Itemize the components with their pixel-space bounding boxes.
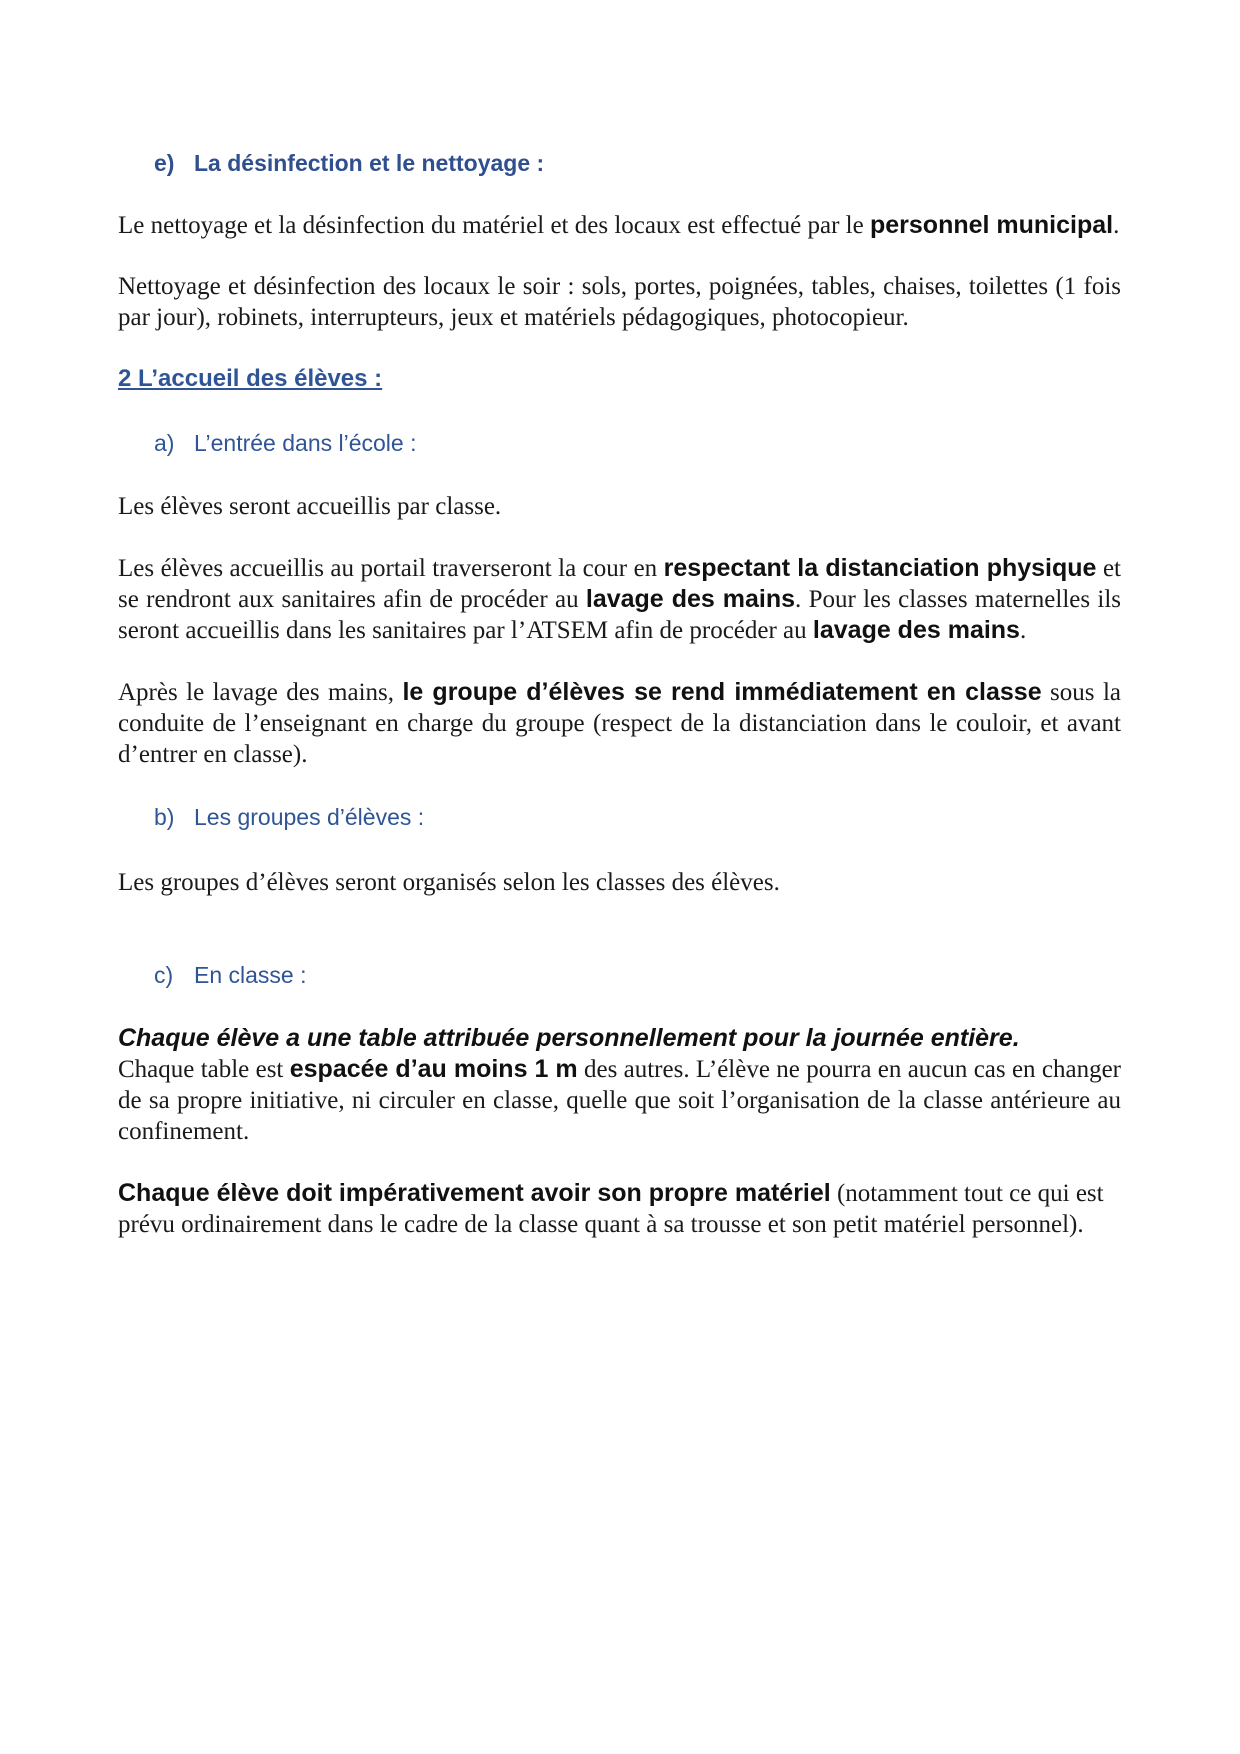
text-run: .	[1019, 617, 1027, 644]
bold-run: espacée d’au moins 1 m	[289, 1055, 578, 1083]
text-run: et se rendront aux sanitaires afin de procéder au	[118, 555, 1121, 613]
text-run: des autres. L’élève ne pourra en aucun cas en changer de sa propre initiative, ni circuler en classe, quelle que soit l’organisation de la classe antérieure au confinement.	[118, 1056, 1121, 1145]
text-run: Chaque table est	[118, 1056, 290, 1083]
bold-run: lavage des mains	[585, 585, 796, 613]
text-run: . Pour les classes maternelles ils seront accueillis dans les sanitaires par l’ATSEM afin de procéder au	[118, 586, 1122, 644]
section-b-paragraph-1: Les groupes d’élèves seront organisés selon les classes des élèves.	[118, 869, 780, 896]
section-c-title: En classe :	[194, 962, 307, 988]
section-a-title: L’entrée dans l’école :	[194, 430, 417, 456]
bold-run: le groupe d’élèves se rend immédiatement en classe	[402, 678, 1042, 706]
text-run: Après le lavage des mains,	[118, 679, 403, 706]
text-run: (notamment tout ce qui est prévu ordinairement dans le cadre de la classe quant à sa trousse et son petit matériel personnel).	[118, 1180, 1104, 1238]
section-a-heading	[118, 428, 1121, 459]
section-e-label: e)	[154, 150, 175, 176]
bold-run: lavage des mains	[812, 616, 1020, 644]
section-c-paragraph-1	[118, 1023, 1121, 1147]
section-a-paragraph-1: Les élèves seront accueillis par classe.	[118, 493, 502, 520]
section-e-paragraph-1	[118, 210, 1121, 241]
section-b-label: b)	[154, 804, 175, 830]
section-e-title: La désinfection et le nettoyage :	[194, 150, 545, 176]
bold-run: respectant la distanciation physique	[663, 554, 1097, 582]
section-a-paragraph-3	[118, 677, 1121, 770]
section-c-label: c)	[154, 962, 174, 988]
bold-run: personnel municipal	[869, 211, 1114, 239]
text-run: .	[1113, 212, 1120, 239]
section-b-heading	[118, 802, 1121, 833]
text-run: Le nettoyage et la désinfection du matériel et des locaux est effectué par le	[118, 212, 870, 239]
section-a-label: a)	[154, 430, 175, 456]
document-body	[118, 148, 1121, 1240]
section-b-title: Les groupes d’élèves :	[194, 804, 425, 830]
section-e-paragraph-2: Nettoyage et désinfection des locaux le soir : sols, portes, poignées, tables, chaises, toilettes (1 fois par jour), robinets, interrupteurs, jeux et matériels pédagogiques, photocopieur.	[118, 273, 1121, 331]
section-2-heading: 2 L’accueil des élèves :	[118, 365, 383, 392]
section-c-heading	[118, 960, 1121, 991]
section-e-heading	[118, 148, 1121, 179]
text-run: sous la conduite de l’enseignant en charge du groupe (respect de la distanciation dans le couloir, et avant d’entrer en classe).	[118, 679, 1121, 768]
bold-run: Chaque élève doit impérativement avoir son propre matériel	[118, 1179, 831, 1207]
text-run: Les élèves accueillis au portail traverseront la cour en	[118, 555, 664, 582]
section-c-paragraph-2	[118, 1178, 1121, 1240]
bold-italic-run: Chaque élève a une table attribuée personnellement pour la journée entière.	[118, 1024, 1020, 1052]
section-a-paragraph-2	[118, 553, 1121, 646]
